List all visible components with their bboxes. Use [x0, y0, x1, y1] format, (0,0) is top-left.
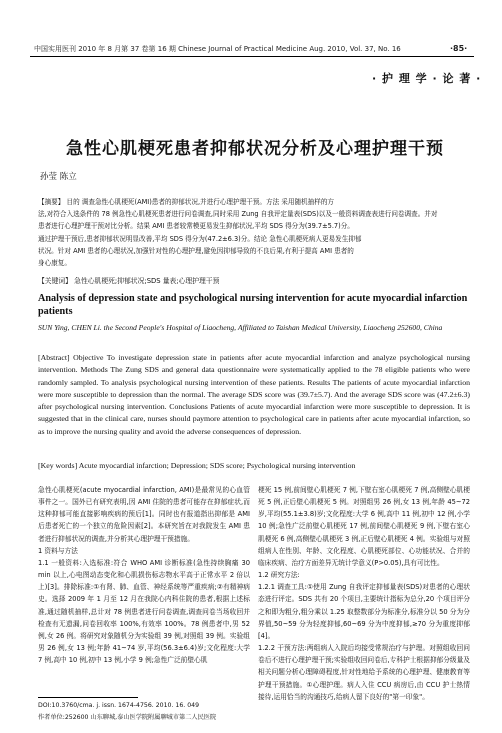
journal-header: 中国实用医刊 2010 年 8 月第 37 卷第 16 期 Chinese Journal of Practical Medicine Aug. 2010, Vol. 37, No. 16 [34, 45, 401, 53]
header-rule [30, 56, 474, 57]
body-right-column: 梗死 15 例,前间壁心肌梗死 7 例,下壁右室心肌梗死 7 例,高侧壁心肌梗死 5 例,正后壁心肌梗死 5 例。对照组男 26 例,女 13 例,年龄 45~72 岁,平均(55.1±3.8)岁;文化程度:大学 6 例,高中 11 例,初中 12 例,小学 10 例;急性广泛前壁心肌梗死 17 例,前间壁心肌梗死 9 例,下壁右室心肌梗死 6 例,高侧壁心肌梗死 3 例,正后壁心肌梗死 4 例。实验组与对照组病人在性别、年龄、文化程度、心肌梗死部位、心功能状况、合并的临床疾病、治疗方面差异无统计学意义(P>0.05),具有可比性。 1.2 研究方法: 1.2.1 调查工具:①使用 Zung 自我评定抑郁量表(SDS)对患者的心理状态进行评定。SDS 共有 20 个项目,主要统计指标为总分,20 个项目评分之和即为粗分,粗分乘以 1.25 取整数部分为标准分,标准分以 50 分为分界值,50~59 分为轻度抑郁,60~69 分为中度抑郁,≥70 分为重度抑郁[4]。 1.2.2 干预方法:两组病人入院后均接受常规治疗与护理。对照组收回问卷后不进行心理护理干预;实验组收回问卷后,专科护士根据抑郁分级量及相关问题分析心理障碍程度,针对性地给予系统的心理护理、健康教育等护理干预措施。①心理护理。病人入住 CCU 病房后,由 CCU 护士热情接待,运用恰当的沟通技巧,给病人留下良好的"第一印象"。 [258, 486, 470, 701]
abstract-en: [Abstract] Objective To investigate depression state in patients after acute myocardial infarction and analyze psychological nursing intervention. Methods The Zung SDS and general data questionnaire were systematically applied to the 78 eligible patients who were randomly sampled. To analysis psychological nursing intervention of these patients. Results The patients of acute myocardial infarction were more susceptible to depression than the normal. The average SDS score was (39.7±5.7). And the average SDS score was (47.2±6.3) after psychological nursing intervention. Conclusions Patients of acute myocardial infarction were more susceptible to depression. It is suggested that in the clinical care, nurses should paymore attention to psychological care in patients after acute myocardial infarction, so as to improve the nursing quality and avoid the adverse consequences of depression. [38, 353, 470, 436]
section-tag: · 护 理 学 · 论 著 · [372, 72, 482, 85]
article-title-cn: 急性心肌梗死患者抑郁状况分析及心理护理干预 [66, 139, 444, 159]
page-number: ·85· [450, 44, 468, 53]
abstract-cn-line: 通过护理干预后,患者抑郁状况明显改善,平均 SDS 得分为(47.2±6.3)分。结论 急性心肌梗死病人更易发生抑郁 [38, 234, 362, 243]
authors-en: SUN Ying, CHEN Li. the Second People's Hospital of Liaocheng, Affiliated to Taishan Medical University, Liaocheng 252600, China [38, 323, 443, 332]
abstract-cn-line: 状况。针对 AMI 患者的心理状况,加强针对性的心理护理,避免因抑郁导致的不良后果,有利于提高 AMI 患者的 [38, 246, 354, 255]
body-left-column: 急性心肌梗死(acute myocardial infarction, AMI)是最常见的心血管事件之一。国外已有研究表明,因 AMI 住院的患者可能存在抑郁症状,而这种抑郁可能直接影响疾病的预后[1]。同时也有报道指出抑郁是 AMI 后患者死亡的一个独立的危险因素[2]。本研究旨在对我院发生 AMI 患者进行抑郁状况的调查,并分析其心理护理干预措施。 1 资料与方法 1.1 一般资料:入选标准:符合 WHO AMI 诊断标准(急性持续胸痛 30 min 以上,心电图动态变化和心肌损伤标志物水平高于正常水平 2 倍以上)[3]。排除标准:①有肾、肺、血管、神经系统等严重疾病;②有精神病史。选择 2009 年 1 月至 12 月在我院心内科住院的患者,根据上述标准,通过随机抽样,总计对 78 例患者进行问卷调查,调查问卷当场收回并检查有无遗漏,问卷回收率 100%,有效率 100%。78 例患者中,男 52 例,女 26 例。将研究对象随机分为实验组 39 例,对照组 39 例。实验组男 26 例,女 13 例;年龄 41~74 岁,平均(56.3±6.4)岁;文化程度:大学 7 例,高中 10 例,初中 13 例,小学 9 例;急性广泛前壁心肌 [38, 486, 250, 665]
affiliation: 作者单位:252600 山东聊城,泰山医学院附属聊城市第二人民医院 [38, 714, 217, 721]
footnote-rule [38, 697, 138, 698]
article-title-en: Analysis of depression state and psychological nursing intervention for acute myocardial infarction patients [38, 293, 468, 317]
authors-cn: 孙莹 陈立 [40, 172, 77, 182]
abstract-cn-line: 患者进行心理护理干预对比分析。结果 AMI 患者较常模更易发生抑郁状况,平均 SDS 得分为(39.7±5.7)分。 [38, 222, 354, 231]
abstract-cn-line: 法,对符合入选条件的 78 例急性心肌梗死患者进行问卷调查,同时采用 Zung 自我评定量表(SDS)以及一般资料调查表进行问卷调查。并对 [38, 210, 438, 219]
abstract-cn-line: 身心康复。 [38, 259, 71, 268]
abstract-cn-line: 【摘要】 目的 调查急性心肌梗死(AMI)患者的抑郁状况,并进行心理护理干预。方法 采用随机抽样的方 [38, 198, 335, 206]
keywords-en: [Key words] Acute myocardial infarction; Depression; SDS score; Psychological nursing intervention [38, 461, 356, 470]
doi: DOI:10.3760/cma. j. issn. 1674-4756. 2010. 16. 049 [38, 702, 200, 709]
keywords-cn: 【关键词】 急性心肌梗死;抑郁状况;SDS 量表;心理护理干预 [38, 277, 220, 285]
abstract-cn [38, 196, 470, 269]
